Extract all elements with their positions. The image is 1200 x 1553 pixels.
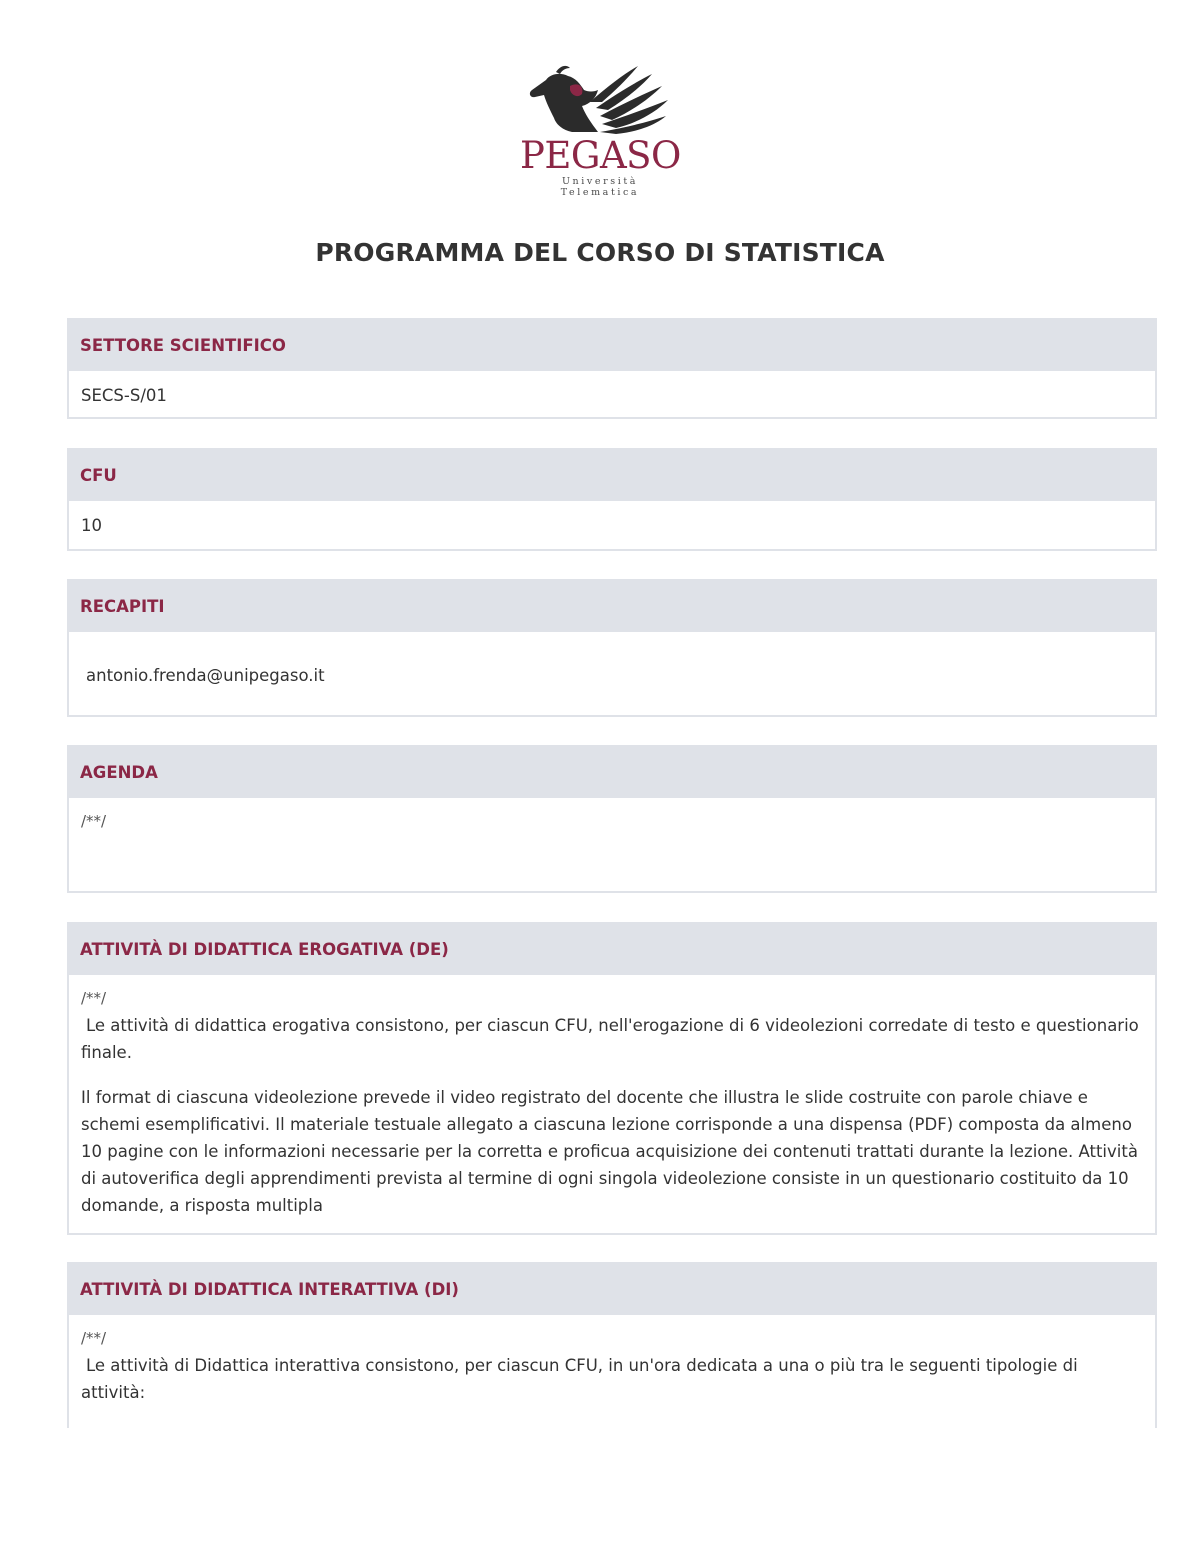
- section-value: 10: [81, 516, 102, 535]
- section-agenda: [67, 745, 1157, 893]
- logo-subtitle: Università Telematica: [560, 176, 640, 198]
- pegasus-horse-icon: [520, 62, 680, 134]
- contact-email: antonio.frenda@unipegaso.it: [86, 666, 325, 685]
- logo-wordmark: PEGASO: [520, 134, 681, 177]
- section-didattica-interattiva: [67, 1262, 1157, 1428]
- paragraph: Il format di ciascuna videolezione prevede il video registrato del docente che illustra le slide costruite con parole chiave e schemi esemplificativi. Il materiale testuale allegato a ciascuna lezione corrisponde a una dispensa (PDF) composta da almeno 10 pagine con le informazioni necessarie per la corretta e proficua acquisizione dei contenuti trattati durante la lezione. Attività di autoverifica degli apprendimenti prevista al termine di ogni singola videolezione consiste in un questionario costituito da 10 domande, a risposta multipla: [81, 1088, 1138, 1215]
- section-value: SECS-S/01: [81, 386, 167, 405]
- comment-marker: /**/: [81, 812, 107, 830]
- section-didattica-erogativa: [67, 922, 1157, 1235]
- section-heading: ATTIVITÀ DI DIDATTICA EROGATIVA (DE): [69, 924, 1155, 975]
- section-cfu: [67, 448, 1157, 551]
- section-heading: ATTIVITÀ DI DIDATTICA INTERATTIVA (DI): [69, 1264, 1155, 1315]
- university-logo: [520, 62, 681, 198]
- section-recapiti: [67, 579, 1157, 717]
- section-heading: AGENDA: [69, 747, 1155, 798]
- comment-marker: /**/: [81, 989, 107, 1007]
- paragraph: Le attività di Didattica interattiva consistono, per ciascun CFU, in un'ora dedicata a una o più tra le seguenti tipologie di attività:: [81, 1356, 1078, 1402]
- section-heading: RECAPITI: [69, 581, 1155, 632]
- section-heading: SETTORE SCIENTIFICO: [69, 320, 1155, 371]
- page-title: PROGRAMMA DEL CORSO DI STATISTICA: [315, 238, 885, 267]
- section-heading: CFU: [69, 450, 1155, 501]
- comment-marker: /**/: [81, 1329, 107, 1347]
- paragraph: Le attività di didattica erogativa consistono, per ciascun CFU, nell'erogazione di 6 videolezioni corredate di testo e questionario finale.: [81, 1016, 1139, 1062]
- section-settore-scientifico: [67, 318, 1157, 419]
